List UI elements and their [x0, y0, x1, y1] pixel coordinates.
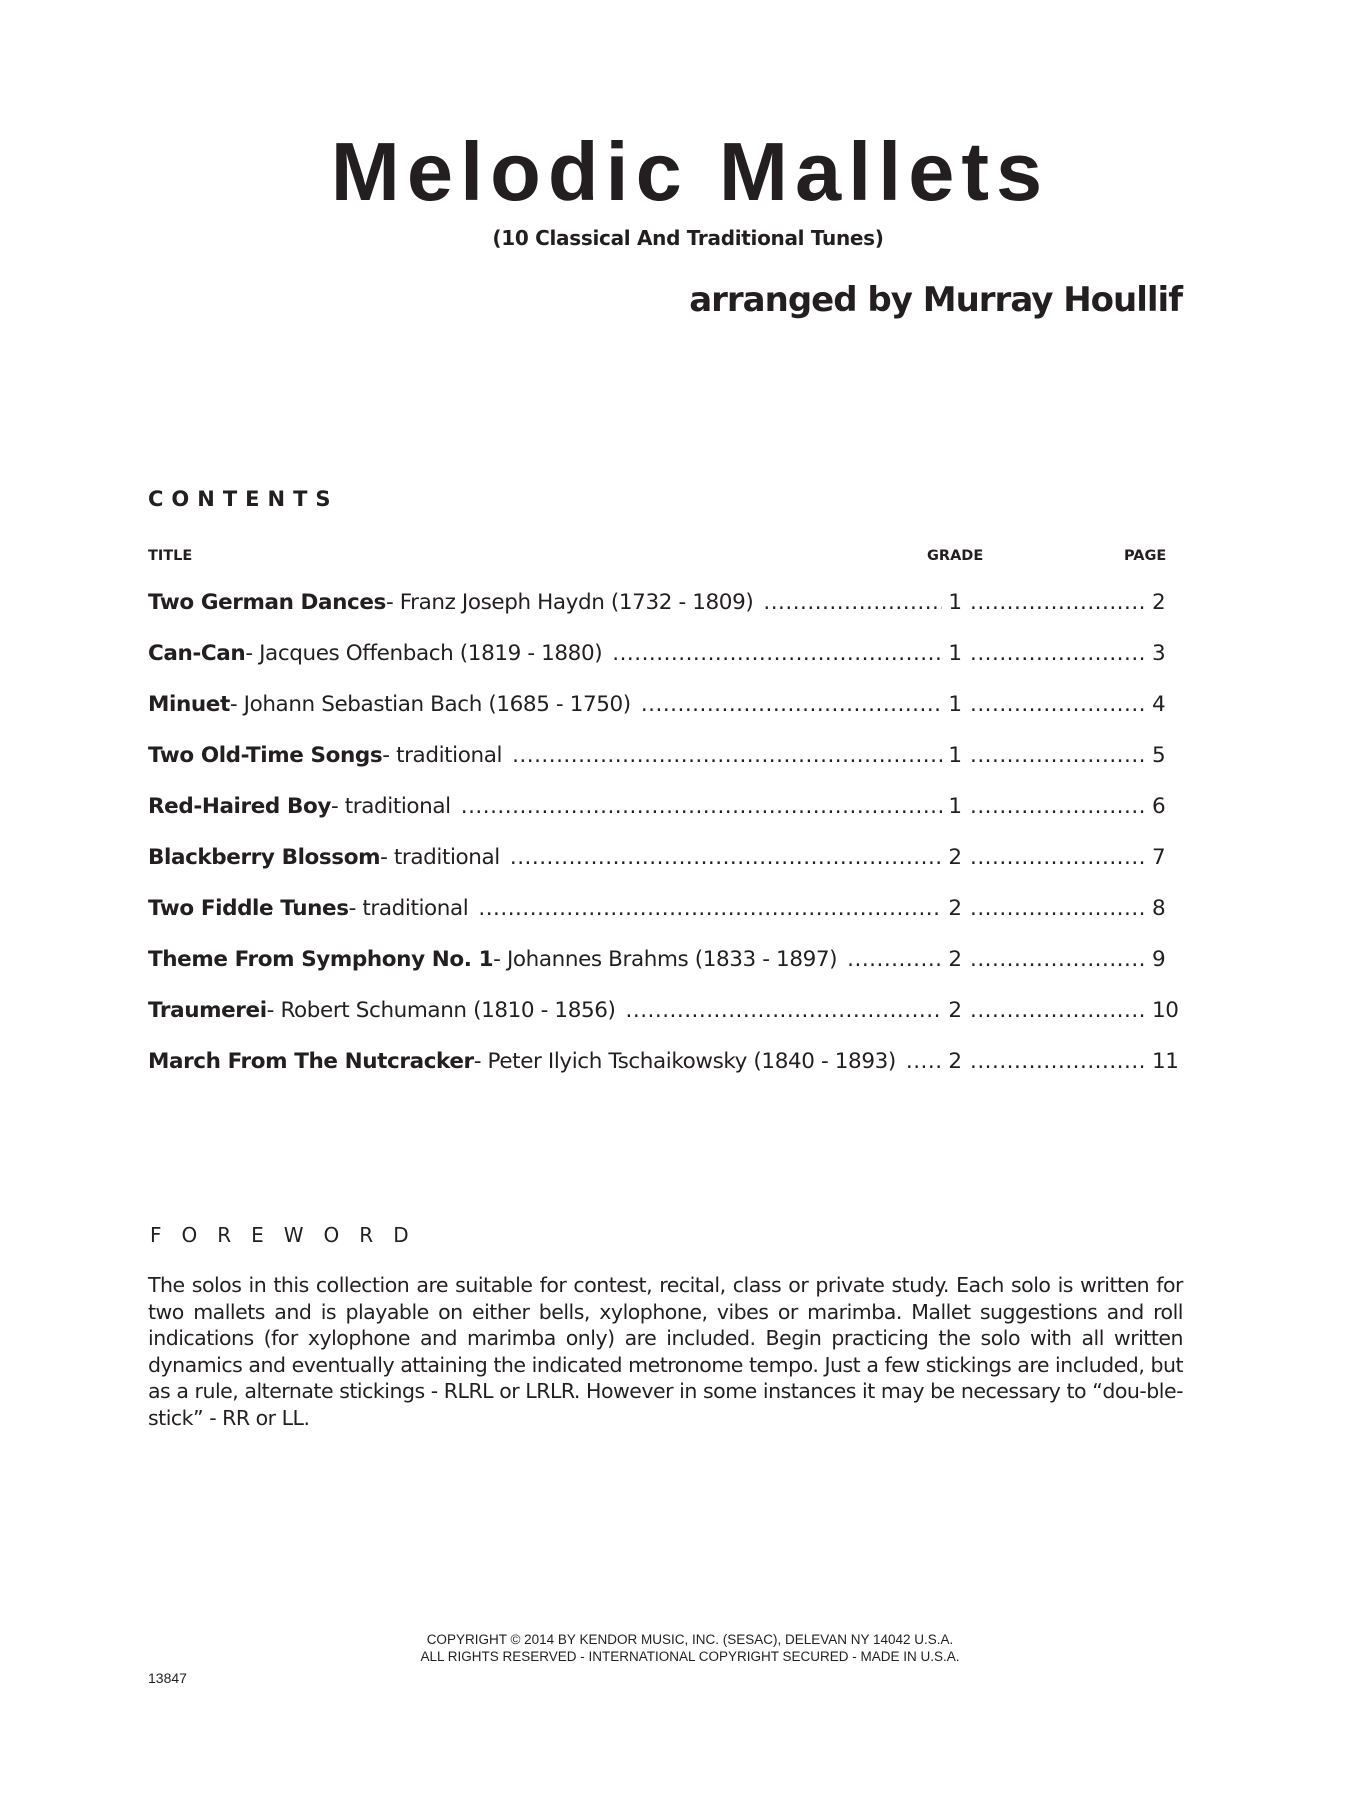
toc-item-composer: - Peter Ilyich Tschaikowsky (1840 - 1893) — [473, 1049, 896, 1074]
dot-leader — [626, 998, 942, 1023]
toc-item-composer: - traditional — [348, 896, 469, 921]
toc-item-title: Traumerei — [148, 998, 267, 1023]
dot-leader — [510, 845, 942, 870]
dot-leader — [906, 1049, 942, 1074]
toc-row — [148, 794, 1178, 826]
column-header-grade: GRADE — [927, 548, 984, 564]
toc-item-grade: 2 — [948, 947, 962, 972]
toc-item-grade: 2 — [948, 998, 962, 1023]
toc-item-grade: 2 — [948, 896, 962, 921]
toc-item-page: 7 — [1152, 845, 1166, 870]
toc-row — [148, 947, 1178, 979]
dot-leader — [512, 743, 942, 768]
column-header-title: TITLE — [148, 548, 193, 564]
toc-item-composer: - traditional — [330, 794, 451, 819]
rights-line: ALL RIGHTS RESERVED - INTERNATIONAL COPYRIGHT SECURED - MADE IN U.S.A. — [420, 1649, 960, 1664]
toc-item-composer: - Jacques Offenbach (1819 - 1880) — [245, 641, 603, 666]
toc-item-grade: 1 — [948, 641, 962, 666]
toc-item-title: Can-Can — [148, 641, 246, 666]
toc-item-grade: 1 — [948, 743, 962, 768]
toc-item-page: 4 — [1152, 692, 1166, 717]
toc-item-title: Blackberry Blossom — [148, 845, 381, 870]
page-subtitle: (10 Classical And Traditional Tunes) — [492, 226, 884, 250]
toc-item-page: 8 — [1152, 896, 1166, 921]
toc-item-composer: - Johann Sebastian Bach (1685 - 1750) — [229, 692, 631, 717]
foreword-heading: FOREWORD — [150, 1223, 429, 1247]
dot-leader — [970, 947, 1148, 972]
dot-leader — [970, 743, 1148, 768]
dot-leader — [970, 845, 1148, 870]
toc-item-composer: - Robert Schumann (1810 - 1856) — [266, 998, 616, 1023]
toc-item-title: March From The Nutcracker — [148, 1049, 474, 1074]
toc-row — [148, 641, 1178, 673]
toc-item-page: 2 — [1152, 590, 1166, 615]
dot-leader — [970, 896, 1148, 921]
toc-row — [148, 692, 1178, 724]
toc-item-title: Two Old-Time Songs — [148, 743, 383, 768]
toc-item-composer: - traditional — [382, 743, 503, 768]
copyright-notice — [14, 1631, 1352, 1665]
toc-item-page: 6 — [1152, 794, 1166, 819]
dot-leader — [612, 641, 942, 666]
dot-leader — [970, 641, 1148, 666]
toc-item-grade: 2 — [948, 1049, 962, 1074]
arranger-credit: arranged by Murray Houllif — [689, 280, 1182, 320]
toc-item-composer: - Johannes Brahms (1833 - 1897) — [493, 947, 838, 972]
dot-leader — [970, 590, 1148, 615]
toc-item-grade: 1 — [948, 794, 962, 819]
toc-item-composer: - traditional — [380, 845, 500, 870]
dot-leader — [970, 998, 1148, 1023]
toc-row — [148, 1049, 1178, 1081]
dot-leader — [478, 896, 942, 921]
column-header-page: PAGE — [1124, 548, 1167, 564]
copyright-line: COPYRIGHT © 2014 BY KENDOR MUSIC, INC. (SESAC), DELEVAN NY 14042 U.S.A. — [426, 1632, 954, 1647]
dot-leader — [461, 794, 942, 819]
toc-item-page: 9 — [1152, 947, 1166, 972]
toc-item-title: Minuet — [148, 692, 230, 717]
dot-leader — [847, 947, 942, 972]
foreword-paragraph: The solos in this collection are suitable for contest, recital, class or private study. Each solo is written for two mallets and is playable on either bells, xylophone, vibes or marimba. Mallet suggestions and roll indications (for xylophone and marimba only) are included. Begin practicing the solo with all written dynamics and eventually attaining the indicated metronome tempo. Just a few stickings are included, but as a rule, alternate stickings - RLRL or LRLR. However in some instances it may be necessary to “dou-ble-stick” - RR or LL. — [148, 1273, 1183, 1430]
toc-row — [148, 743, 1178, 775]
toc-item-title: Theme From Symphony No. 1 — [148, 947, 494, 972]
toc-item-grade: 2 — [948, 845, 962, 870]
toc-item-title: Two German Dances — [148, 590, 386, 615]
dot-leader — [641, 692, 942, 717]
toc-item-title: Red-Haired Boy — [148, 794, 331, 819]
toc-item-page: 11 — [1152, 1049, 1179, 1074]
toc-item-composer: - Franz Joseph Haydn (1732 - 1809) — [385, 590, 754, 615]
contents-heading: CONTENTS — [148, 487, 339, 511]
toc-item-grade: 1 — [948, 590, 962, 615]
dot-leader — [970, 1049, 1148, 1074]
toc-row — [148, 998, 1178, 1030]
dot-leader — [970, 794, 1148, 819]
toc-item-grade: 1 — [948, 692, 962, 717]
toc-item-page: 10 — [1152, 998, 1179, 1023]
toc-item-page: 5 — [1152, 743, 1166, 768]
toc-item-title: Two Fiddle Tunes — [148, 896, 349, 921]
toc-row — [148, 845, 1178, 877]
toc-row — [148, 896, 1178, 928]
dot-leader — [763, 590, 942, 615]
page-title: Melodic Mallets — [330, 125, 1050, 218]
dot-leader — [970, 692, 1148, 717]
catalog-number: 13847 — [148, 1670, 187, 1686]
toc-row — [148, 590, 1178, 622]
toc-item-page: 3 — [1152, 641, 1166, 666]
